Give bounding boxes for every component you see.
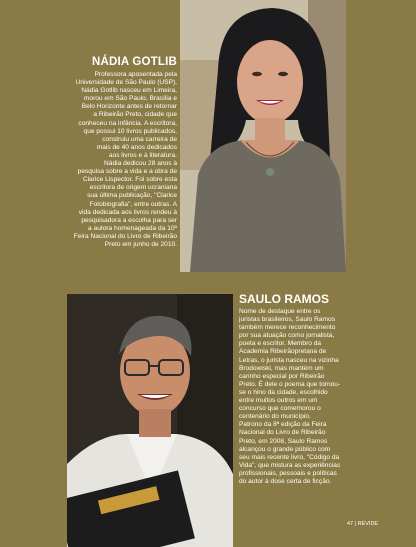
saulo-portrait-illustration bbox=[67, 294, 233, 547]
nadia-gotlib-photo bbox=[180, 0, 346, 272]
saulo-ramos-heading: SAULO RAMOS bbox=[239, 292, 329, 306]
nadia-gotlib-heading: NÁDIA GOTLIB bbox=[91, 56, 177, 68]
nadia-gotlib-bio: Professora aposentada pela Universidade de São Paulo (USP), Nádia Gotlib nasceu em Limeira, morou em São Paulo, Brasília e Belo Horizonte antes de retornar a Ribeirão Preto, cidade que conheceu na infância. A escritora, que possui 10 livros publicados, construiu uma carreira de mais de 40 anos dedicados aos livros e à literatura. Nádia dedicou 28 anos à pesquisa sobre a vida e a obra de Clarice Lispector. Foi sobre esta escritora de origem ucraniana sua última publicação, "Clarice Fotobiografia", entre outras. A vida dedicada aos livros rendeu à pesquisadora a escolha para ser a autora homenageada da 10ª Feira Nacional do Livro de Ribeirão Preto em junho de 2010. bbox=[73, 71, 177, 248]
saulo-ramos-photo bbox=[67, 294, 233, 547]
nadia-portrait-illustration bbox=[180, 0, 346, 272]
saulo-ramos-bio: Nome de destaque entre os juristas brasileiros, Saulo Ramos também merece reconhecimento por sua atuação como jornalista, poeta e escritor. Membro da Academia Ribeirãopretana de Letras, o jurista nasceu na vizinha Brodowiski, mas mantém um carinho especial por Ribeirão Preto. É dele o poema que tornou- se o hino da cidade, escolhido entre muitos outros em um concurso que comemorou o centenário do município. Patrono da 8ª edição da Feira Nacional do Livro de Ribeirão Preto, em 2008, Saulo Ramos alcançou o grande público com seu mais recente livro, "Código da Vida", que mistura as experiências profissionais, pessoais e políticas do autor à dose certa de ficção. bbox=[239, 308, 341, 485]
saulo-ramos-article bbox=[239, 292, 359, 486]
page-number-footer: 47 | REVIDE bbox=[347, 521, 379, 527]
nadia-gotlib-article bbox=[66, 56, 177, 249]
